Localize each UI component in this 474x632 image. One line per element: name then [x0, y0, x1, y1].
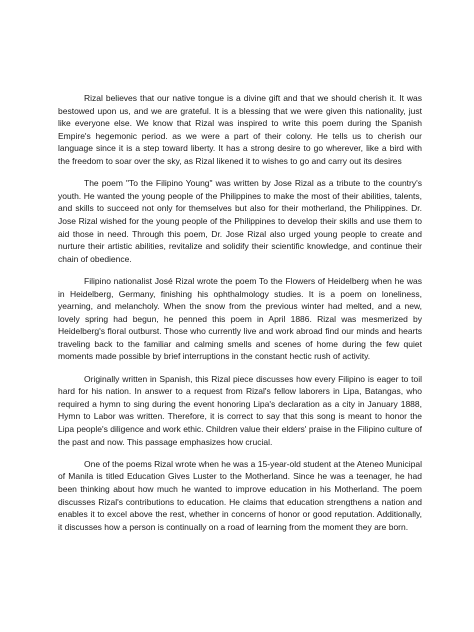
document-body	[58, 92, 422, 533]
paragraph-filipino-young: The poem "To the Filipino Young" was written by Jose Rizal as a tribute to the country's youth. He wanted the young people of the Philippines to make the most of their abilities, talents, and skills to succeed not only for themselves but also for their motherland, the Philippines. Dr. Jose Rizal wished for the young people of the Philippines to develop their skills and use them to aid those in need. Through this poem, Dr. Jose Rizal also urged young people to create and nurture their artistic abilities, revitalize and solidify their scientific knowledge, and continue their chain of obedience.	[58, 178, 422, 264]
paragraph-hymn-to-labor: Originally written in Spanish, this Rizal piece discusses how every Filipino is eager to toil hard for his nation. In answer to a request from Rizal's fellow laborers in Lipa, Batangas, who required a hymn to sing during the event honoring Lipa's declaration as a city in January 1888, Hymn to Labor was written. Therefore, it is correct to say that this song is meant to honor the Lipa people's diligence and work ethic. Children value their elders' praise in the Filipino culture of the past and now. This passage emphasizes how crucial.	[58, 373, 422, 447]
paragraph-education-luster: One of the poems Rizal wrote when he was a 15-year-old student at the Ateneo Municipal of Manila is titled Education Gives Luster to the Motherland. Since he was a teenager, he had been thinking about how much he wanted to improve education in his Motherland. The poem discusses Rizal's contributions to education. He claims that education strengthens a nation and enables it to excel above the rest, whether in concerns of honor or good reputation. Additionally, it discusses how a person is continually on a road of learning from the moment they are born.	[58, 458, 422, 532]
paragraph-flowers-of-heidelberg: Filipino nationalist José Rizal wrote the poem To the Flowers of Heidelberg when he was in Heidelberg, Germany, finishing his ophthalmology studies. It is a poem on loneliness, yearning, and melancholy. When the snow from the previous winter had melted, and a new, lovely spring had begun, he penned this poem in April 1886. Rizal was mesmerized by Heidelberg's floral outburst. Those who currently live and work abroad find our minds and hearts traveling back to the familiar and calming smells and scenes of home during the few quiet moments made possible by brief interruptions in the constant hectic rush of activity.	[58, 275, 422, 362]
paragraph-native-tongue: Rizal believes that our native tongue is a divine gift and that we should cherish it. It was bestowed upon us, and we are grateful. It is a blessing that we were given this nationality, just like everyone else. We know that Rizal was inspired to write this poem during the Spanish Empire's hegemonic period. as we were a part of their colony. He tells us to cherish our language since it is a step toward liberty. It has a strong desire to go wherever, like a bird with the freedom to soar over the sky, as Rizal likened it to wishes to go and carry out its desires	[58, 93, 422, 166]
